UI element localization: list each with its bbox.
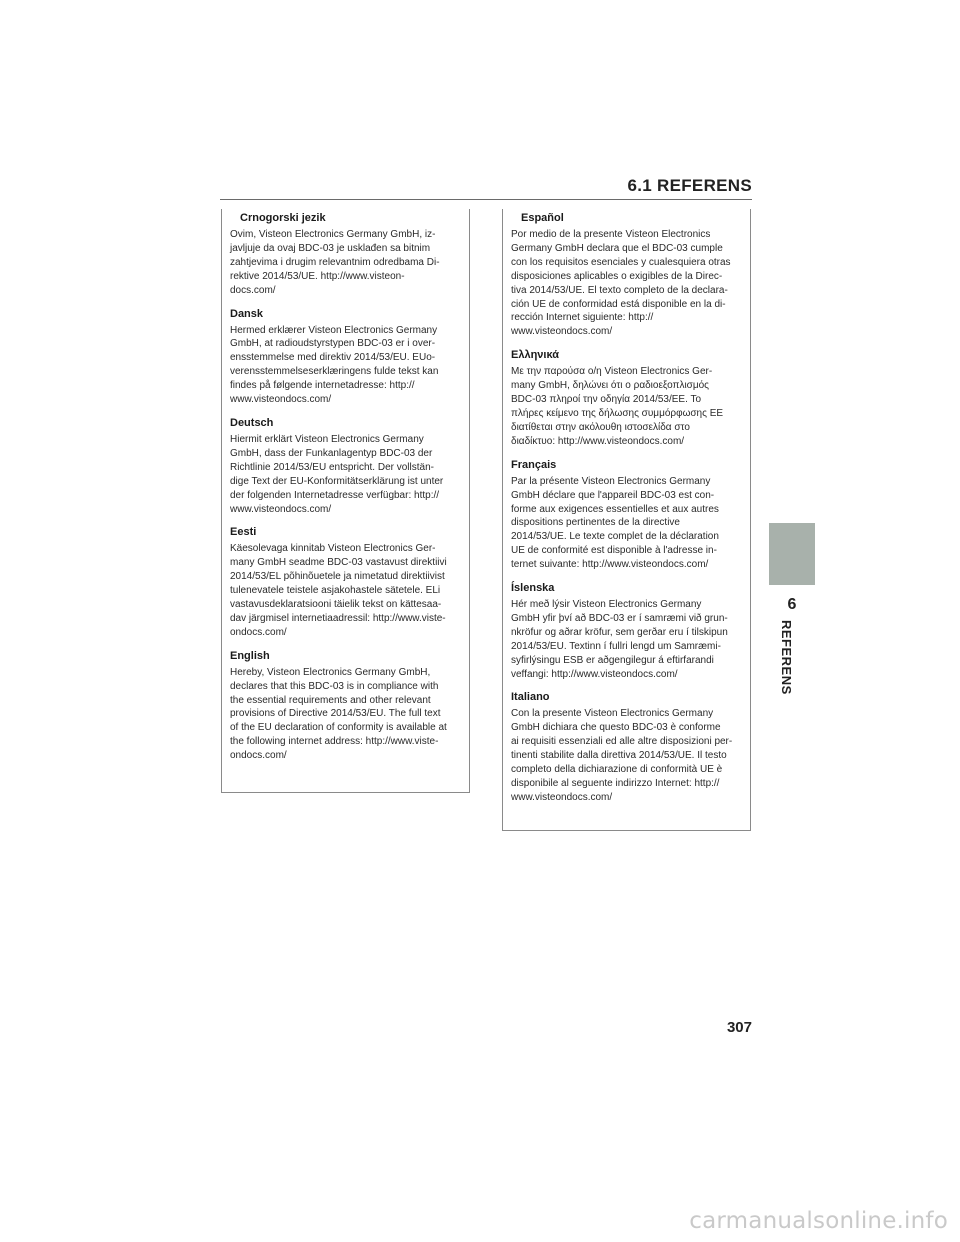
- language-heading: Ελληνικά: [511, 349, 559, 362]
- section-english: [230, 649, 469, 763]
- language-heading: Español: [521, 212, 564, 224]
- section-islenska: [511, 581, 750, 681]
- header-divider: [220, 199, 752, 200]
- chapter-tab[interactable]: [769, 523, 815, 585]
- section-italiano: [511, 690, 750, 804]
- language-heading: English: [230, 649, 270, 662]
- language-heading: Deutsch: [230, 416, 274, 429]
- section-crnogorski: [230, 211, 469, 298]
- left-column: [221, 209, 470, 793]
- declaration-text: Με την παρούσα ο/η Visteon Electronics Ger- many GmbH, δηλώνει ότι ο ραδιοεξοπλισμός BDC-03 πληροί την οδηγία 2014/53/ΕΕ. Το πλήρες κείμενο της δήλωσης συμμόρφωσης ΕΕ διατίθεται στην ακόλουθη ιστοσελίδα στο διαδίκτυο: http://www.visteondocs.com/: [511, 366, 724, 447]
- section-header-title: 6.1 REFERENS: [627, 176, 752, 195]
- section-eesti: [230, 525, 469, 639]
- page-number: 307: [726, 1019, 752, 1036]
- declaration-text: Hiermit erklärt Visteon Electronics Germany GmbH, dass der Funkanlagentyp BDC-03 der Richtlinie 2014/53/EU entspricht. Der vollstän- dige Text der EU-Konformitätserklärung ist unter der folgenden Internetadresse verfügbar: http:// www.visteondocs.com/: [230, 433, 444, 515]
- section-ellinika: [511, 348, 750, 448]
- watermark: carmanualsonline.info: [689, 1208, 948, 1234]
- language-heading: Eesti: [230, 526, 257, 539]
- language-heading: Dansk: [230, 307, 264, 320]
- section-francais: [511, 458, 750, 572]
- language-heading: Crnogorski jezik: [240, 212, 326, 224]
- declaration-text: Hereby, Visteon Electronics Germany GmbH, declares that this BDC-03 is in compliance with the essential requirements and other relevant provisions of Directive 2014/53/EU. The full text of the EU declaration of conformity is available at the following internet address: http://www.viste- ondocs.com/: [230, 666, 447, 762]
- right-column: [502, 209, 751, 831]
- language-heading: Italiano: [511, 691, 550, 704]
- declaration-text: Käesolevaga kinnitab Visteon Electronics Ger- many GmbH seadme BDC-03 vastavust direktiivi 2014/53/EL põhinõuetele ja nimetatud direktiivist tulenevatele teistele asjakohastele sätetele. ELi vastavusdeklaratsiooni täielik tekst on kättesaa- dav järgmisel internetiaadressil: http://www.viste- ondocs.com/: [230, 543, 447, 638]
- section-deutsch: [230, 416, 469, 516]
- declaration-text: Ovim, Visteon Electronics Germany GmbH, iz- javljuje da ovaj BDC-03 je usklađen sa bitnim zahtjevima i drugim relevantnim odredbama Di- rektive 2014/53/UE. http://www.visteon- docs.com/: [230, 229, 440, 296]
- declaration-text: Hér með lýsir Visteon Electronics Germany GmbH yfir því að BDC-03 er í samræmi við grun- nkröfur og aðrar kröfur, sem gerðar eru í tilskipun 2014/53/EU. Textinn í fullri lengd um Samræmi- syfirlýsingu ESB er aðgengilegur á eftirfarandi veffangi: http://www.visteondocs.com/: [511, 599, 728, 680]
- chapter-label: REFERENS: [779, 620, 794, 695]
- declaration-text: Por medio de la presente Visteon Electronics Germany GmbH declara que el BDC-03 cumple con los requisitos esenciales y cualesquiera otras disposiciones aplicables o exigibles de la Direc- tiva 2014/53/UE. El texto completo de la declara- ción UE de conformidad está disponible en la di- rección Internet siguiente: http:// www.visteondocs.com/: [511, 229, 731, 338]
- language-heading: Íslenska: [511, 582, 555, 595]
- section-espanol: [511, 211, 750, 339]
- declaration-text: Con la presente Visteon Electronics Germany GmbH dichiara che questo BDC-03 è conforme ai requisiti essenziali ed alle altre disposizioni per- tinenti stabilite dalla direttiva 2014/53/UE. Il testo completo della dichiarazione di conformità UE è disponibile al seguente indirizzo Internet: http:// www.visteondocs.com/: [511, 708, 733, 803]
- chapter-number: 6: [787, 596, 797, 613]
- language-heading: Français: [511, 458, 557, 471]
- section-dansk: [230, 307, 469, 407]
- declaration-text: Hermed erklærer Visteon Electronics Germany GmbH, at radioudstyrstypen BDC-03 er i over- ensstemmelse med direktiv 2014/53/EU. EUo- verensstemmelseserklæringens fulde tekst kan findes på følgende internetadresse: http:// www.visteondocs.com/: [230, 324, 439, 406]
- declaration-text: Par la présente Visteon Electronics Germany GmbH déclare que l'appareil BDC-03 est con- forme aux exigences essentielles et aux autres dispositions pertinentes de la directive 2014/53/UE. Le texte complet de la déclaration UE de conformité est disponible à l'adresse in- ternet suivante: http://www.visteondocs.com/: [511, 475, 719, 571]
